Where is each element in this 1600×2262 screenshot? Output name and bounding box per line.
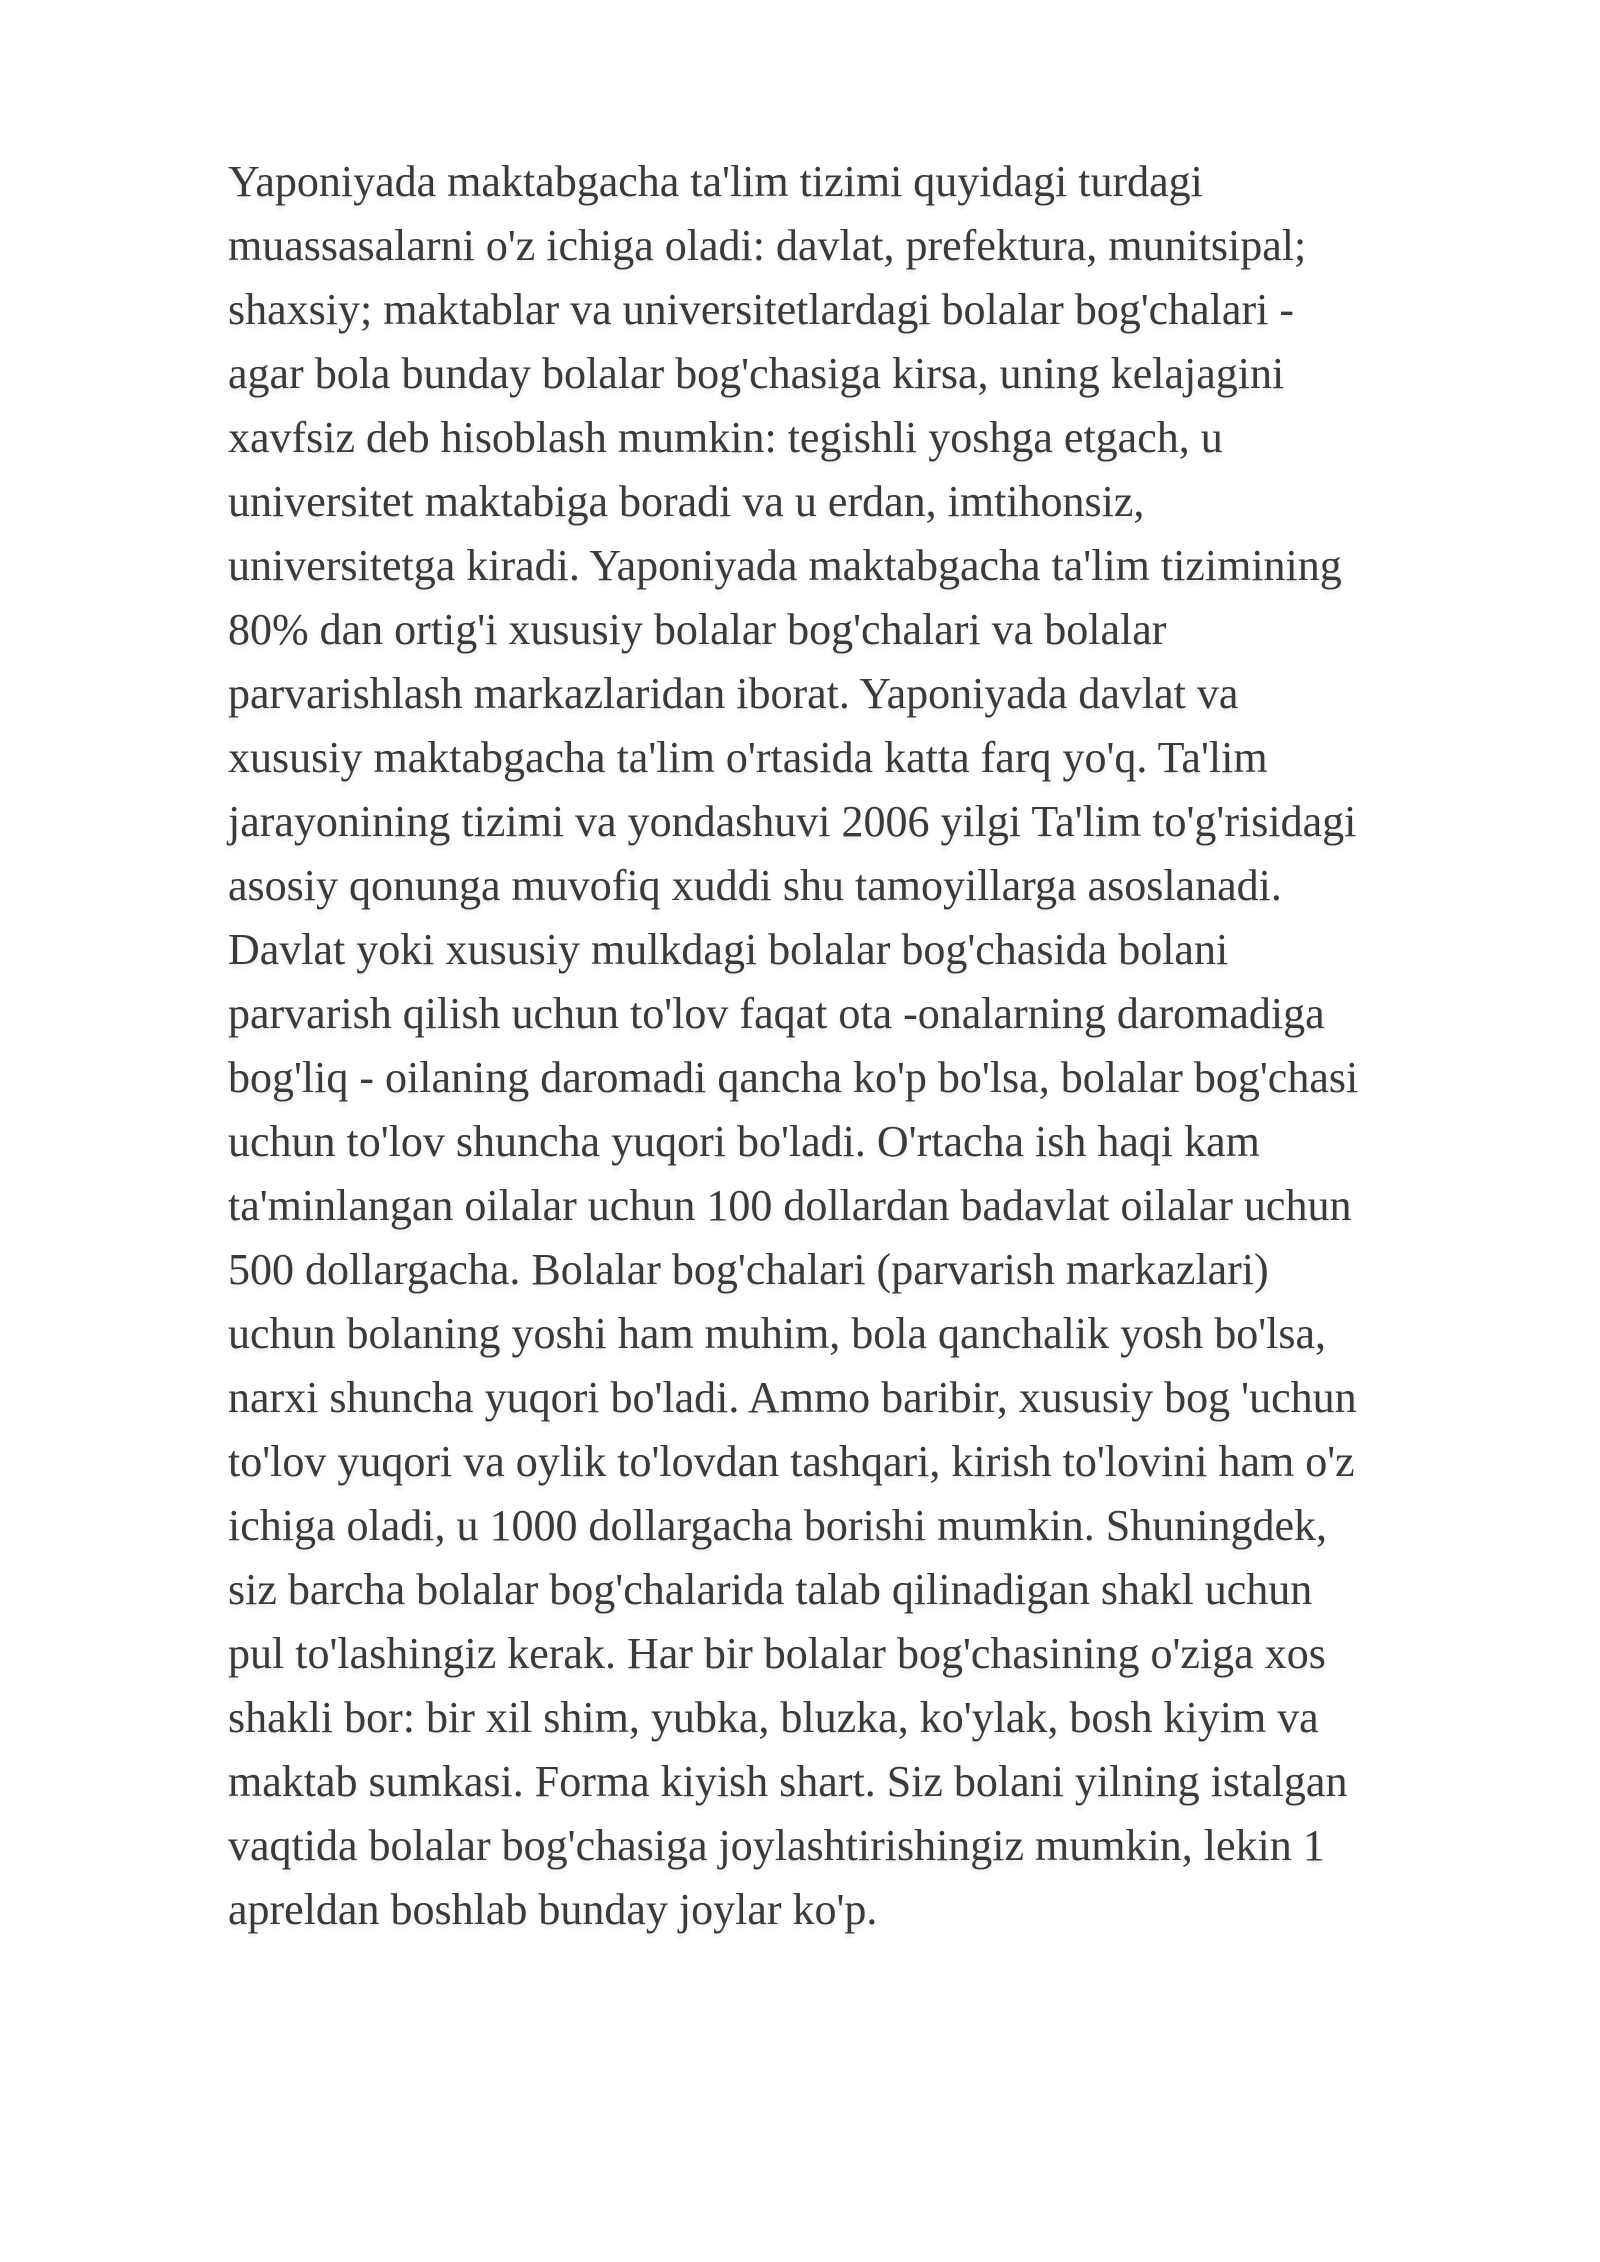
text-line: 80% dan ortig'i xususiy bolalar bog'chalari va bolalar: [228, 605, 1167, 654]
text-line: parvarishlash markazlaridan iborat. Yaponiyada davlat va: [228, 669, 1239, 718]
text-line: muassasalarni o'z ichiga oladi: davlat, prefektura, munitsipal;: [228, 221, 1307, 270]
text-line: universitetga kiradi. Yaponiyada maktabgacha ta'lim tizimining: [228, 541, 1342, 590]
text-line: xavfsiz deb hisoblash mumkin: tegishli yoshga etgach, u: [228, 413, 1223, 462]
text-line: siz barcha bolalar bog'chalarida talab qilinadigan shakl uchun: [228, 1565, 1313, 1614]
text-line: apreldan boshlab bunday joylar ko'p.: [228, 1885, 878, 1934]
text-line: universitet maktabiga boradi va u erdan, imtihonsiz,: [228, 477, 1145, 526]
text-line: ta'minlangan oilalar uchun 100 dollardan badavlat oilalar uchun: [228, 1181, 1352, 1230]
text-line: vaqtida bolalar bog'chasiga joylashtirishingiz mumkin, lekin 1: [228, 1821, 1325, 1870]
text-line: uchun to'lov shuncha yuqori bo'ladi. O'rtacha ish haqi kam: [228, 1117, 1260, 1166]
text-line: jarayonining tizimi va yondashuvi 2006 yilgi Ta'lim to'g'risidagi: [228, 797, 1357, 846]
text-line: asosiy qonunga muvofiq xuddi shu tamoyillarga asoslanadi.: [228, 861, 1282, 910]
text-line: 500 dollargacha. Bolalar bog'chalari (parvarish markazlari): [228, 1245, 1269, 1294]
text-line: shaxsiy; maktablar va universitetlardagi bolalar bog'chalari -: [228, 285, 1294, 334]
text-line: uchun bolaning yoshi ham muhim, bola qanchalik yosh bo'lsa,: [228, 1309, 1327, 1358]
text-line: Davlat yoki xususiy mulkdagi bolalar bog'chasida bolani: [228, 925, 1229, 974]
text-line: xususiy maktabgacha ta'lim o'rtasida katta farq yo'q. Ta'lim: [228, 733, 1268, 782]
text-line: shakli bor: bir xil shim, yubka, bluzka, ko'ylak, bosh kiyim va: [228, 1693, 1319, 1742]
text-line: to'lov yuqori va oylik to'lovdan tashqari, kirish to'lovini ham o'z: [228, 1437, 1355, 1486]
text-line: pul to'lashingiz kerak. Har bir bolalar bog'chasining o'ziga xos: [228, 1629, 1326, 1678]
text-line: bog'liq - oilaning daromadi qancha ko'p bo'lsa, bolalar bog'chasi: [228, 1053, 1359, 1102]
text-line: Yaponiyada maktabgacha ta'lim tizimi quyidagi turdagi: [228, 157, 1203, 206]
body-paragraph: [228, 150, 1528, 1942]
text-line: ichiga oladi, u 1000 dollargacha borishi mumkin. Shuningdek,: [228, 1501, 1328, 1550]
text-line: agar bola bunday bolalar bog'chasiga kirsa, uning kelajagini: [228, 349, 1285, 398]
text-line: narxi shuncha yuqori bo'ladi. Ammo baribir, xususiy bog 'uchun: [228, 1373, 1357, 1422]
text-line: parvarish qilish uchun to'lov faqat ota -onalarning daromadiga: [228, 989, 1325, 1038]
text-line: maktab sumkasi. Forma kiyish shart. Siz bolani yilning istalgan: [228, 1757, 1348, 1806]
